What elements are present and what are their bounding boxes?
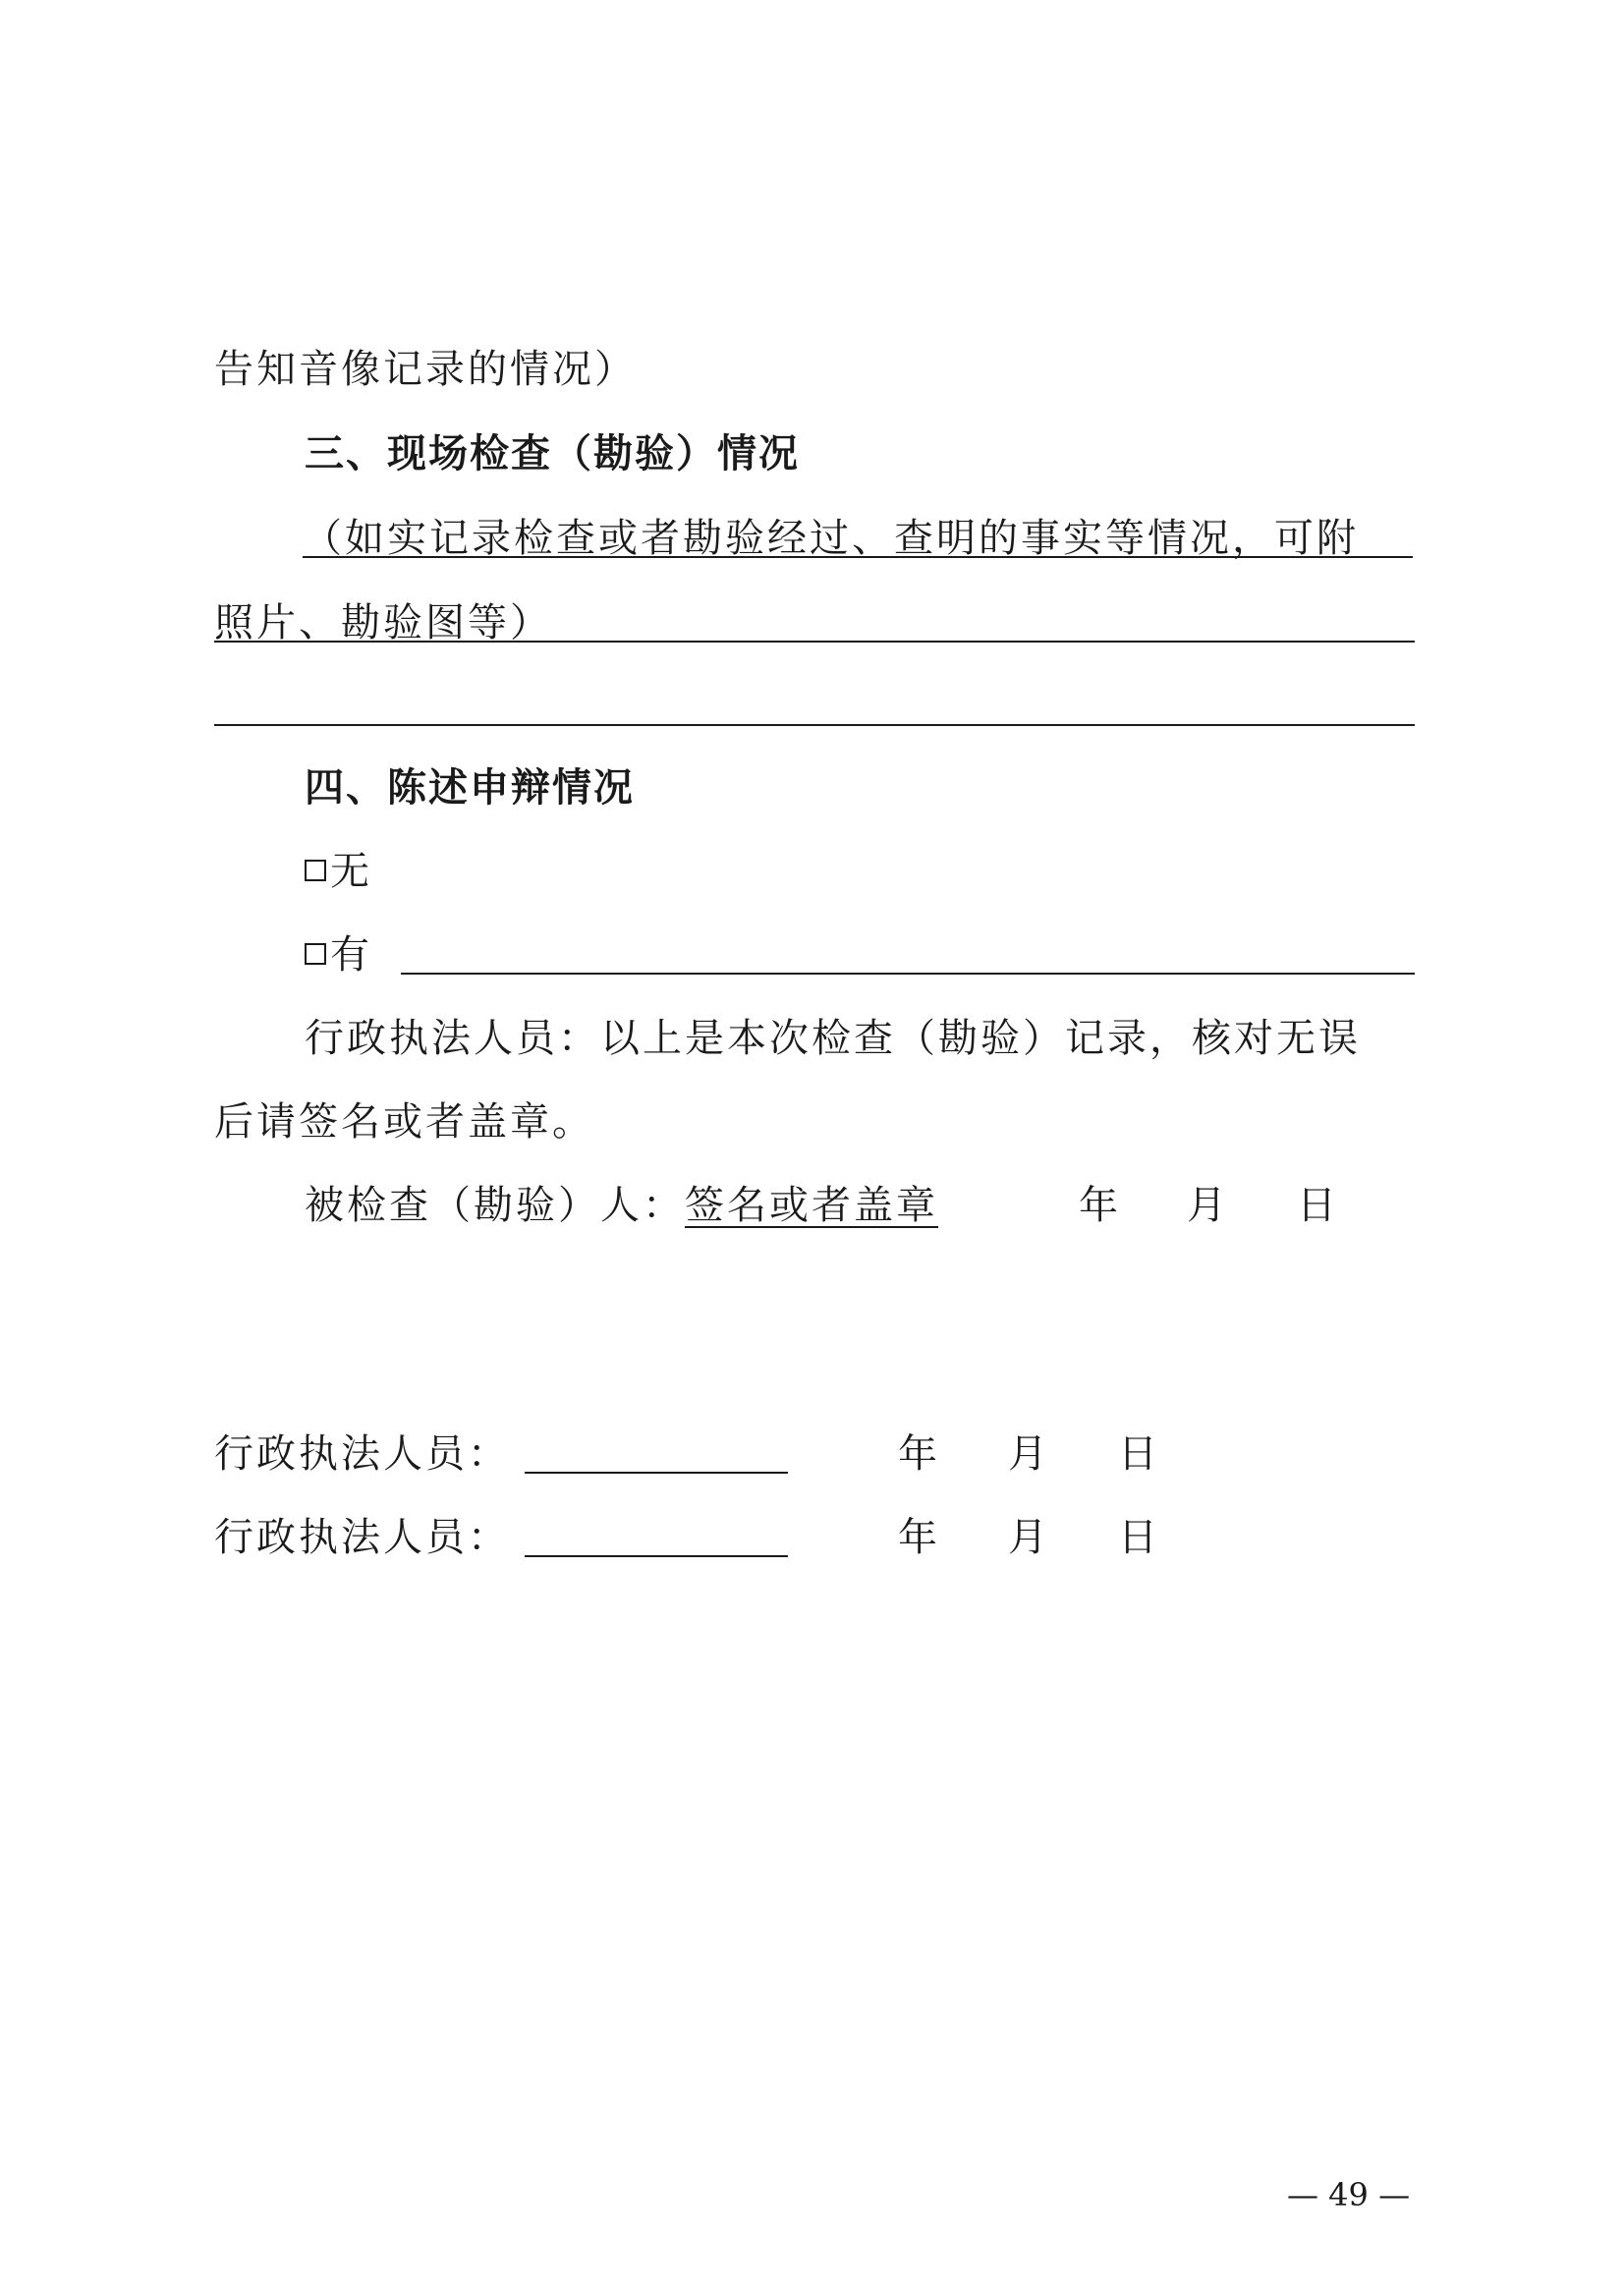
checkbox-yes[interactable] [305, 943, 326, 965]
section4-heading: 四、陈述申辩情况 [305, 765, 635, 811]
option-none[interactable] [305, 848, 372, 895]
option-none-label: 无 [330, 849, 372, 894]
officer-1-signature-line[interactable] [525, 1472, 788, 1474]
instruction-underline-1 [303, 556, 1413, 558]
inspected-party-label: 被检查（勘验）人： [305, 1183, 685, 1228]
confirm-text-line2: 后请签名或者盖章。 [214, 1099, 594, 1145]
inspected-year: 年 [1079, 1183, 1118, 1228]
inspected-month: 月 [1187, 1183, 1226, 1228]
checkbox-none[interactable] [305, 860, 326, 881]
officer-1-year: 年 [898, 1431, 937, 1477]
officer-1-label: 行政执法人员： [214, 1431, 510, 1477]
confirm-text-line1: 行政执法人员：以上是本次检查（勘验）记录，核对无误 [305, 1016, 1361, 1061]
instruction-underline-2 [214, 641, 1415, 643]
section3-heading: 三、现场检查（勘验）情况 [305, 431, 800, 476]
section3-instruction-line1: （如实记录检查或者勘验经过、查明的事实等情况，可附 [303, 516, 1359, 561]
page-number: — 49 — [1287, 2176, 1411, 2213]
officer-1-day: 日 [1118, 1431, 1157, 1477]
statement-fill-line[interactable] [401, 973, 1415, 975]
continuation-text: 告知音像记录的情况） [214, 347, 637, 392]
officer-1-month: 月 [1008, 1431, 1047, 1477]
officer-2-month: 月 [1008, 1515, 1047, 1560]
option-yes[interactable] [305, 931, 372, 979]
option-yes-label: 有 [330, 932, 372, 978]
officer-2-signature-line[interactable] [525, 1555, 788, 1557]
officer-2-day: 日 [1118, 1515, 1157, 1560]
signature-hint[interactable]: 签名或者盖章 [685, 1183, 938, 1228]
officer-2-label: 行政执法人员： [214, 1515, 510, 1560]
blank-fill-line[interactable] [214, 724, 1415, 726]
inspected-day: 日 [1297, 1183, 1336, 1228]
inspected-party-row [305, 1182, 938, 1229]
section3-instruction-line2: 照片、勘验图等） [214, 600, 552, 645]
officer-2-year: 年 [898, 1515, 937, 1560]
